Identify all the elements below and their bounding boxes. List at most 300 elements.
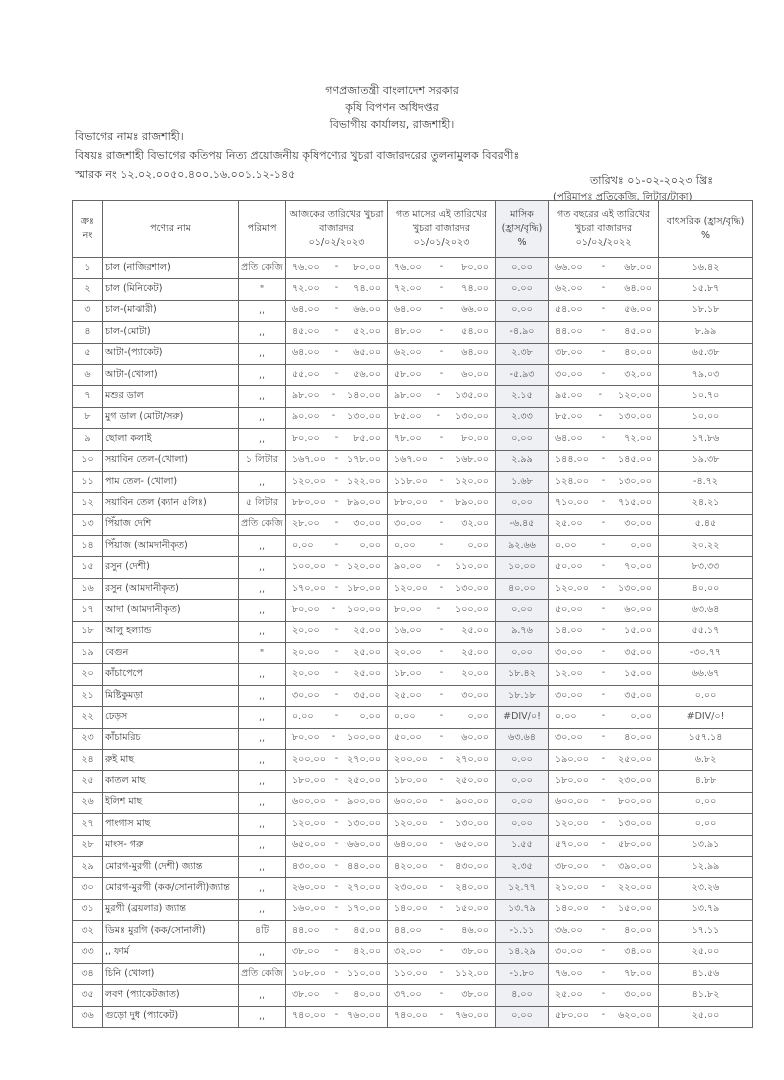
price-max: ৭৬০.০০ — [455, 1010, 489, 1022]
range-separator: - — [601, 581, 606, 593]
last-year-price-cell — [549, 536, 659, 557]
range-separator: - — [439, 838, 444, 850]
last-year-price-cell — [549, 364, 659, 385]
price-min: ৩৮.০০ — [292, 988, 320, 1000]
yearly-change-cell: ৭৯.০৩ — [659, 364, 753, 385]
range-separator: - — [334, 346, 339, 358]
price-min: ৬৪.০০ — [292, 304, 320, 316]
price-range — [551, 945, 656, 960]
range-separator: - — [601, 367, 606, 379]
price-min: ৪২০.০০ — [394, 860, 428, 872]
price-min: ৬৪০.০০ — [394, 839, 428, 851]
table-row — [73, 343, 753, 364]
price-min: ৩৭.০০ — [394, 988, 422, 1000]
unit-cell: ,, — [239, 536, 286, 557]
range-separator: - — [331, 731, 336, 743]
product-name-cell: মুগ ডাল (মোটা/সরু) — [103, 407, 239, 428]
price-max: ০.০০ — [359, 539, 381, 551]
unit-cell: ,, — [239, 899, 286, 920]
product-name-cell: কাঁচাপেপে — [103, 664, 239, 685]
yearly-change-cell: -৩০.৭৭ — [659, 643, 753, 664]
serial-cell: ১২ — [73, 493, 103, 514]
table-header — [73, 201, 753, 258]
yearly-change-cell: ১৩.৭৯ — [659, 899, 753, 920]
price-min: ৭৮.০০ — [394, 432, 422, 444]
last-month-price-cell — [388, 258, 496, 279]
unit-cell: ,, — [239, 707, 286, 728]
yearly-change-cell: #DIV/০! — [659, 707, 753, 728]
last-month-price-cell — [388, 771, 496, 792]
range-separator: - — [334, 774, 339, 786]
last-month-price-cell — [388, 878, 496, 899]
table-row — [73, 258, 753, 279]
price-min: ৬৬.০০ — [555, 261, 583, 273]
price-range — [390, 603, 493, 618]
price-max: ৩৫.০০ — [624, 646, 652, 658]
price-min: ৫৫.০০ — [292, 368, 320, 380]
unit-cell: " — [239, 279, 286, 300]
range-separator: - — [331, 389, 336, 401]
product-name-cell: পাংগাস মাছ — [103, 814, 239, 835]
range-separator: - — [601, 945, 606, 957]
last-year-price-cell — [549, 300, 659, 321]
last-year-price-cell — [549, 322, 659, 343]
range-separator: - — [439, 538, 444, 550]
price-range — [551, 368, 656, 383]
serial-cell: ২০ — [73, 664, 103, 685]
price-range — [288, 496, 385, 511]
price-range — [551, 325, 656, 340]
price-max: ৩৫.০০ — [624, 689, 652, 701]
price-max: ৬৬০.০০ — [347, 839, 381, 851]
price-max: ৫৪.০০ — [461, 325, 489, 337]
price-range — [551, 475, 656, 490]
last-year-price-cell — [549, 963, 659, 984]
last-year-price-cell — [549, 685, 659, 706]
table-row — [73, 792, 753, 813]
price-range — [551, 603, 656, 618]
range-separator: - — [439, 324, 444, 336]
last-year-price-cell — [549, 621, 659, 642]
range-separator: - — [439, 346, 444, 358]
price-range — [288, 967, 385, 982]
today-price-cell — [286, 835, 388, 856]
col-last-year — [549, 201, 659, 258]
price-max: ১২০.০০ — [618, 390, 652, 402]
range-separator: - — [334, 709, 339, 721]
price-max: ৬০.০০ — [624, 603, 652, 615]
price-max: ৭২.০০ — [624, 432, 652, 444]
today-price-cell — [286, 942, 388, 963]
yearly-change-cell: ২৫.০০ — [659, 942, 753, 963]
price-range — [288, 689, 385, 704]
unit-cell: প্রতি কেজি — [239, 514, 286, 535]
price-min: ১৬৭.০০ — [292, 454, 326, 466]
last-month-price-cell — [388, 942, 496, 963]
price-range — [551, 582, 656, 597]
product-name-cell: মোরগ-মুরগী (দেশী) জ্যান্ত — [103, 856, 239, 877]
price-min: ১০০.০০ — [292, 561, 326, 573]
price-range — [288, 988, 385, 1003]
range-separator: - — [439, 495, 444, 507]
last-year-price-cell — [549, 386, 659, 407]
range-separator: - — [601, 859, 606, 871]
table-row — [73, 749, 753, 770]
price-max: ৩০.০০ — [353, 518, 381, 530]
price-min: ৫৪.০০ — [555, 304, 583, 316]
report-date: তারিখঃ ০১-০২-২০২৩ খ্রিঃ — [590, 174, 714, 187]
serial-cell: ২২ — [73, 707, 103, 728]
price-min: ০.০০ — [555, 539, 577, 551]
price-range — [390, 582, 493, 597]
price-range — [390, 282, 493, 297]
range-separator: - — [334, 667, 339, 679]
today-price-cell — [286, 963, 388, 984]
today-price-cell — [286, 514, 388, 535]
yearly-change-cell: ৬৩.৬৪ — [659, 600, 753, 621]
range-separator: - — [598, 410, 603, 422]
table-row — [73, 300, 753, 321]
price-range — [390, 689, 493, 704]
yearly-change-cell: ০.০০ — [659, 792, 753, 813]
price-max: ৩২.০০ — [624, 368, 652, 380]
price-min: ৩০.০০ — [555, 646, 583, 658]
range-separator: - — [439, 816, 444, 828]
price-max: ১৩০.০০ — [347, 817, 381, 829]
price-max: ৮৫.০০ — [353, 432, 381, 444]
price-max: ৭৬০.০০ — [347, 1010, 381, 1022]
yearly-change-cell: ৪.৮৮ — [659, 771, 753, 792]
range-separator: - — [334, 645, 339, 657]
last-month-price-cell — [388, 814, 496, 835]
today-price-cell — [286, 493, 388, 514]
range-separator: - — [439, 645, 444, 657]
price-min: ১৮.০০ — [394, 668, 422, 680]
price-range — [390, 667, 493, 682]
price-range — [551, 389, 656, 404]
price-min: ১৪০.০০ — [555, 903, 589, 915]
range-separator: - — [601, 688, 606, 700]
range-separator: - — [334, 752, 339, 764]
price-range — [390, 560, 493, 575]
price-min: ১২০.০০ — [292, 817, 326, 829]
price-min: ২০.০০ — [292, 668, 320, 680]
price-max: ৪৩০.০০ — [455, 860, 489, 872]
last-year-price-cell — [549, 942, 659, 963]
price-range — [288, 453, 385, 468]
last-month-price-cell — [388, 664, 496, 685]
price-min: ৪৩০.০০ — [292, 860, 326, 872]
price-range — [390, 624, 493, 639]
price-max: ১২০.০০ — [347, 561, 381, 573]
price-max: ১৫০.০০ — [618, 903, 652, 915]
price-range — [288, 325, 385, 340]
table-row — [73, 557, 753, 578]
last-year-price-cell — [549, 600, 659, 621]
monthly-change-cell: -১.৮০ — [496, 963, 549, 984]
price-range — [390, 710, 493, 725]
unit-cell: প্রতি কেজি — [239, 963, 286, 984]
last-year-price-cell — [549, 514, 659, 535]
price-max: ১০০.০০ — [347, 603, 381, 615]
price-min: ২০০.০০ — [292, 753, 326, 765]
monthly-change-cell: -৪.৯০ — [496, 322, 549, 343]
price-max: ১৫.০০ — [624, 625, 652, 637]
price-max: ০.০০ — [630, 710, 652, 722]
price-min: ৪৪.০০ — [394, 924, 422, 936]
price-max: ১১০.০০ — [455, 561, 489, 573]
price-max: ৫২.০০ — [353, 325, 381, 337]
serial-cell: ৩৬ — [73, 1006, 103, 1027]
price-max: ৪০.০০ — [624, 924, 652, 936]
range-separator: - — [334, 624, 339, 636]
price-min: ১৪.০০ — [555, 625, 583, 637]
price-range — [390, 1009, 493, 1024]
today-price-cell — [286, 771, 388, 792]
price-min: ৩০.০০ — [555, 368, 583, 380]
yearly-change-cell: ১৬.৪২ — [659, 258, 753, 279]
price-max: ২৩০.০০ — [618, 775, 652, 787]
range-separator: - — [601, 902, 606, 914]
col-today — [286, 201, 388, 258]
price-range — [390, 539, 493, 554]
price-range — [288, 710, 385, 725]
table-row — [73, 814, 753, 835]
price-max: ১৩০.০০ — [618, 817, 652, 829]
last-month-price-cell — [388, 493, 496, 514]
col-last-month — [388, 201, 496, 258]
price-max: ৪৫.০০ — [353, 924, 381, 936]
range-separator: - — [601, 1009, 606, 1021]
price-min: ৫৭০.০০ — [555, 839, 589, 851]
table-row — [73, 471, 753, 492]
product-name-cell: চাল (নাজিরশাল) — [103, 258, 239, 279]
product-name-cell: সয়াবিন তেল-(খোলা) — [103, 450, 239, 471]
price-range — [390, 860, 493, 875]
yearly-change-cell: ৪১.৫৬ — [659, 963, 753, 984]
col-serial: ক্রঃ নং — [73, 201, 103, 258]
price-max: ২৭০.০০ — [455, 753, 489, 765]
serial-cell: ২৮ — [73, 835, 103, 856]
last-year-price-cell — [549, 856, 659, 877]
price-min: ২০.০০ — [394, 646, 422, 658]
today-price-cell — [286, 343, 388, 364]
table-row — [73, 578, 753, 599]
last-month-price-cell — [388, 364, 496, 385]
price-range — [390, 795, 493, 810]
table-row — [73, 835, 753, 856]
price-range — [390, 838, 493, 853]
monthly-change-cell: ৪.০০ — [496, 985, 549, 1006]
price-min: ৮০.০০ — [292, 603, 320, 615]
last-month-price-cell — [388, 835, 496, 856]
last-year-price-cell — [549, 792, 659, 813]
price-min: ১১০.০০ — [394, 967, 428, 979]
range-separator: - — [601, 752, 606, 764]
serial-cell: ৪ — [73, 322, 103, 343]
price-min: ৯৮.০০ — [394, 390, 422, 402]
last-month-price-cell — [388, 1006, 496, 1027]
price-min: ১২০.০০ — [394, 817, 428, 829]
product-name-cell: মোরগ-মুরগী (কক/সোনালী)জ্যান্ত — [103, 878, 239, 899]
last-month-price-cell — [388, 407, 496, 428]
price-min: ২৬০.০০ — [292, 882, 326, 894]
price-min: ১৬.০০ — [394, 625, 422, 637]
range-separator: - — [334, 688, 339, 700]
price-range — [288, 774, 385, 789]
serial-cell: ৯ — [73, 429, 103, 450]
unit-cell: ,, — [239, 471, 286, 492]
range-separator: - — [601, 624, 606, 636]
price-range — [288, 1009, 385, 1024]
last-year-price-cell — [549, 749, 659, 770]
price-range — [551, 774, 656, 789]
price-min: ২১০.০০ — [555, 882, 589, 894]
price-min: ৩০.০০ — [292, 689, 320, 701]
price-range — [390, 368, 493, 383]
table-row — [73, 450, 753, 471]
price-range — [551, 731, 656, 746]
price-range — [390, 924, 493, 939]
price-range — [551, 924, 656, 939]
range-separator: - — [439, 881, 444, 893]
price-min: ৩২.০০ — [394, 946, 422, 958]
monthly-change-cell: ০.০০ — [496, 814, 549, 835]
serial-cell: ২৬ — [73, 792, 103, 813]
range-separator: - — [439, 688, 444, 700]
price-min: ১১৮.০০ — [394, 475, 428, 487]
price-range — [551, 1009, 656, 1024]
product-name-cell: চাল-(মোটা) — [103, 322, 239, 343]
price-min: ১৪৪.০০ — [555, 454, 589, 466]
price-min: ১২.০০ — [555, 668, 583, 680]
price-range — [288, 539, 385, 554]
serial-cell: ৩৪ — [73, 963, 103, 984]
price-max: ১৩০.০০ — [618, 475, 652, 487]
price-min: ১২০.০০ — [292, 475, 326, 487]
last-year-price-cell — [549, 835, 659, 856]
price-min: ৯০.০০ — [394, 561, 422, 573]
price-max: ৭৪.০০ — [353, 283, 381, 295]
last-year-price-cell — [549, 771, 659, 792]
product-name-cell: আটা-(প্যাকেট) — [103, 343, 239, 364]
monthly-change-cell: ০.০০ — [496, 300, 549, 321]
price-range — [551, 303, 656, 318]
price-max: ৩৫.০০ — [353, 689, 381, 701]
price-min: ৩০.০০ — [555, 689, 583, 701]
price-min: ০.০০ — [292, 710, 314, 722]
price-range — [390, 817, 493, 832]
price-min: ৭৬.০০ — [394, 261, 422, 273]
unit-cell: " — [239, 643, 286, 664]
yearly-change-cell: ০.০০ — [659, 814, 753, 835]
price-min: ৩০.০০ — [555, 732, 583, 744]
serial-cell: ১৮ — [73, 621, 103, 642]
last-year-price-cell — [549, 664, 659, 685]
product-name-cell: সয়াবিন তেল (ক্যান ৫লিঃ) — [103, 493, 239, 514]
today-price-cell — [286, 921, 388, 942]
range-separator: - — [334, 923, 339, 935]
table-row — [73, 1006, 753, 1027]
product-name-cell: রসুন (আমদানীকৃত) — [103, 578, 239, 599]
product-name-cell: আদা (আমদানীকৃত) — [103, 600, 239, 621]
product-name-cell: রসুন (দেশী) — [103, 557, 239, 578]
range-separator: - — [439, 260, 444, 272]
price-max: ০.০০ — [630, 539, 652, 551]
price-min: ৪৫.০০ — [292, 325, 320, 337]
price-min: ৭৪০.০০ — [394, 1010, 428, 1022]
range-separator: - — [334, 945, 339, 957]
product-name-cell: গুড়ো দুধ (প্যাকেট) — [103, 1006, 239, 1027]
last-year-price-cell — [549, 985, 659, 1006]
today-price-cell — [286, 279, 388, 300]
unit-cell: ,, — [239, 878, 286, 899]
today-price-cell — [286, 899, 388, 920]
unit-cell: ৫ লিটার — [239, 493, 286, 514]
price-comparison-table — [72, 200, 753, 1028]
last-year-price-cell — [549, 728, 659, 749]
monthly-change-cell: ০.০০ — [496, 1006, 549, 1027]
monthly-change-cell: ০.০০ — [496, 493, 549, 514]
col-last-year-date: ০১/০২/২০২২ — [575, 237, 632, 248]
unit-cell: ,, — [239, 814, 286, 835]
unit-cell: ,, — [239, 1006, 286, 1027]
price-max: ৪৫.০০ — [624, 325, 652, 337]
price-min: ১২০.০০ — [394, 582, 428, 594]
price-max: ৪২.০০ — [353, 946, 381, 958]
today-price-cell — [286, 471, 388, 492]
last-year-price-cell — [549, 1006, 659, 1027]
price-range — [288, 902, 385, 917]
range-separator: - — [601, 731, 606, 743]
range-separator: - — [436, 602, 441, 614]
range-separator: - — [601, 923, 606, 935]
range-separator: - — [601, 560, 606, 572]
product-name-cell: কাতল মাছ — [103, 771, 239, 792]
price-min: ৩৮০.০০ — [555, 860, 589, 872]
monthly-change-cell: ১৮.১৮ — [496, 685, 549, 706]
unit-cell: ,, — [239, 364, 286, 385]
price-range — [551, 282, 656, 297]
col-unit: পরিমাপ — [239, 201, 286, 258]
price-max: ১২২.০০ — [347, 475, 381, 487]
price-max: ১৩০.০০ — [455, 582, 489, 594]
price-range — [288, 860, 385, 875]
range-separator: - — [334, 902, 339, 914]
serial-cell: ৩৩ — [73, 942, 103, 963]
product-name-cell: মিষ্টিকুমড়া — [103, 685, 239, 706]
table-row — [73, 643, 753, 664]
table-row — [73, 685, 753, 706]
price-max: ২৭০.০০ — [347, 882, 381, 894]
range-separator: - — [439, 752, 444, 764]
price-range — [288, 838, 385, 853]
product-name-cell: আটা-(খোলা) — [103, 364, 239, 385]
price-min: ৮৮০.০০ — [394, 496, 428, 508]
col-today-label: আজকের তারিখের খুচরা বাজারদর — [289, 209, 384, 234]
price-min: ৪৪.০০ — [555, 325, 583, 337]
price-range — [390, 774, 493, 789]
yearly-change-cell: ৬৬.৬৭ — [659, 664, 753, 685]
price-range — [551, 346, 656, 361]
range-separator: - — [334, 859, 339, 871]
range-separator: - — [334, 838, 339, 850]
serial-cell: ২৫ — [73, 771, 103, 792]
price-max: ১৫.০০ — [624, 668, 652, 680]
range-separator: - — [334, 560, 339, 572]
price-max: ২৭০.০০ — [347, 753, 381, 765]
price-max: ৮০.০০ — [461, 432, 489, 444]
